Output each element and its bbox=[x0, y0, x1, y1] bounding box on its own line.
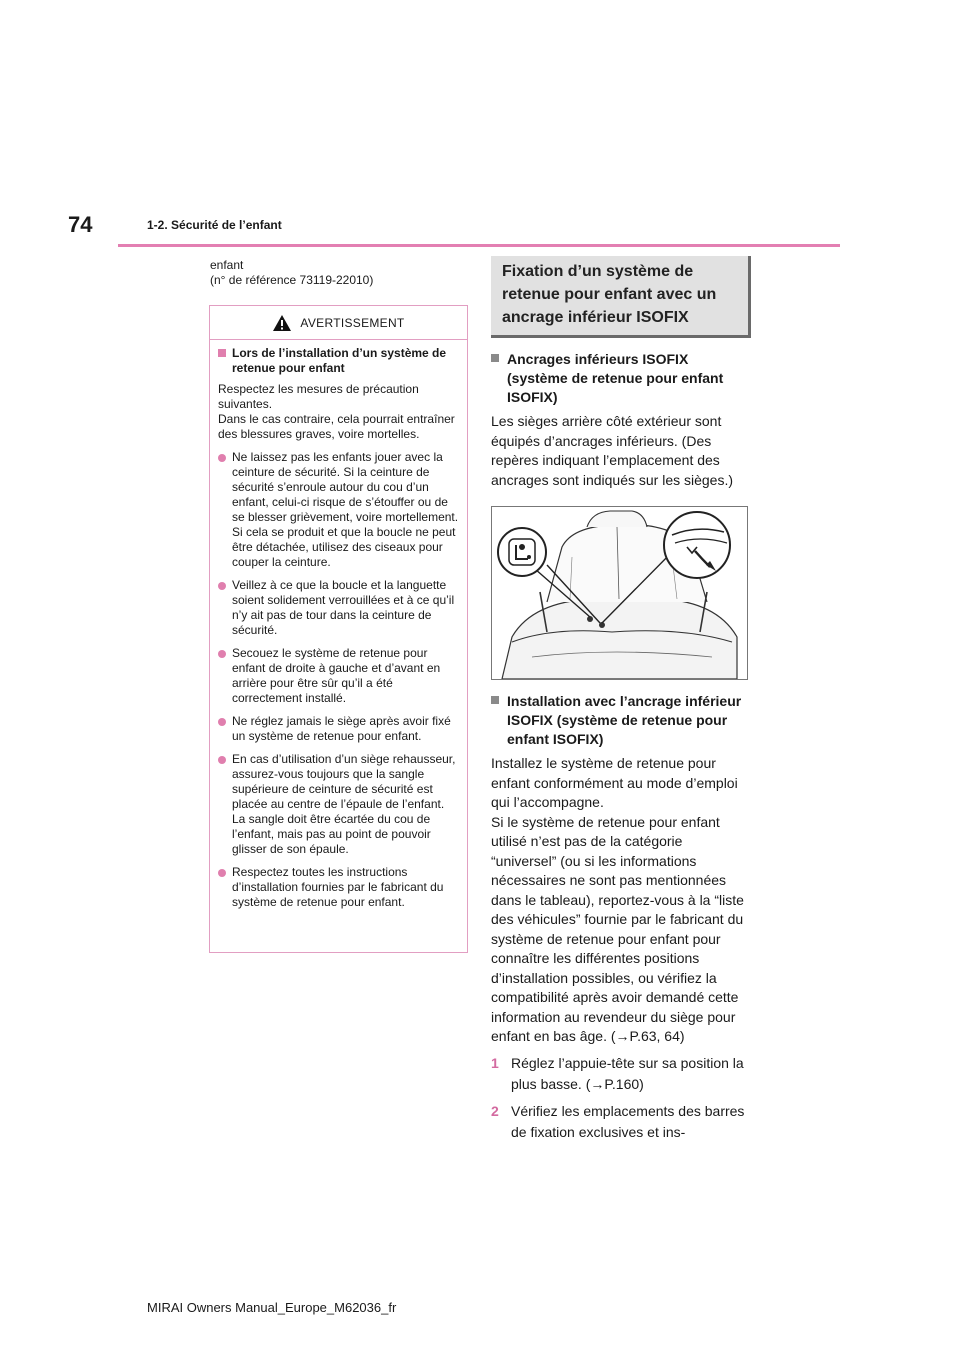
warning-body bbox=[210, 340, 467, 910]
sub-heading-text: Installation avec l’ancrage inférieur ISOFIX (système de retenue pour enfant ISOFIX) bbox=[507, 693, 742, 747]
step-item bbox=[491, 1053, 751, 1095]
section-title: 1-2. Sécurité de l’enfant bbox=[147, 218, 282, 232]
warning-bullet bbox=[218, 646, 459, 706]
intro-text bbox=[210, 258, 465, 288]
rear-seat-illustration bbox=[492, 507, 747, 679]
intro-line: enfant bbox=[210, 258, 244, 272]
step-text: Réglez l’appuie-tête sur sa position la plus basse. (→P.160) bbox=[511, 1054, 744, 1092]
bullet-text: Ne laissez pas les enfants jouer avec la ceinture de sécurité. Si la ceinture de sécurité s’enroule autour du cou d’un enfant, celui-ci risque de s’étouffer ou de se blesser grièvement, voire mortellement. Si cela se produit et que la boucle ne peut être détachée, utilisez des ciseaux pour couper la ceinture. bbox=[232, 450, 459, 569]
step-number: 1 bbox=[491, 1054, 499, 1071]
bullet-text: Respectez toutes les instructions d’installation fournies par le fabricant du système de retenue pour enfant. bbox=[232, 865, 444, 909]
warning-bullet bbox=[218, 752, 459, 857]
step-number: 2 bbox=[491, 1102, 499, 1119]
square-bullet-icon bbox=[491, 354, 499, 362]
warning-label: AVERTISSEMENT bbox=[300, 315, 405, 330]
square-bullet-icon bbox=[218, 349, 226, 357]
bullet-dot-icon bbox=[218, 454, 226, 462]
step-text: Vérifiez les emplacements des barres de fixation exclusives et ins- bbox=[511, 1102, 745, 1140]
isofix-section-heading: Fixation d’un système de retenue pour enfant avec un ancrage inférieur ISOFIX bbox=[491, 256, 751, 338]
warning-intro: Respectez les mesures de précaution suivantes. bbox=[218, 382, 419, 411]
installation-text-2: Si le système de retenue pour enfant utilisé n’est pas de la catégorie “universel” (ou si les informations nécessaires ne sont pas mentionnées dans le tableau), reportez-vous à la “liste des véhicules” fournie par le fabricant du système de retenue pour enfant pour connaître les différentes positions d’installation possibles, ou vérifiez la compatibilité après avoir demandé cette information au revendeur du siège pour enfant en bas âge. (→P.63, 64) bbox=[491, 813, 744, 1044]
anchors-description: Les sièges arrière côté extérieur sont équipés d’ancrages inférieurs. (Des repères indiquant l’emplacement des ancrages sont indiqués sur les sièges.) bbox=[491, 413, 734, 488]
bullet-dot-icon bbox=[218, 718, 226, 726]
bullet-text: En cas d’utilisation d’un siège rehausseur, assurez-vous toujours que la sangle supérieure de ceinture de sécurité est placée au centre de l’épaule de l’enfant. La sangle doit être écartée du cou de l’enfant, mais pas au point de pouvoir glisser de son épaule. bbox=[232, 752, 456, 856]
sub-heading-anchors bbox=[491, 350, 751, 407]
bullet-dot-icon bbox=[218, 582, 226, 590]
footer-text: MIRAI Owners Manual_Europe_M62036_fr bbox=[147, 1300, 397, 1315]
page-number: 74 bbox=[68, 212, 93, 237]
intro-line: (n° de référence 73119-22010) bbox=[210, 273, 374, 287]
bullet-text: Veillez à ce que la boucle et la languette soient solidement verrouillées et à ce qu’il n’y ait pas de tour dans la ceinture de sécurité. bbox=[232, 578, 455, 637]
installation-text-1: Installez le système de retenue pour enfant conformément au mode d’emploi qui l’accompagne. bbox=[491, 755, 738, 810]
warning-title bbox=[218, 346, 459, 376]
warning-bullet bbox=[218, 578, 459, 638]
warning-bullet bbox=[218, 714, 459, 744]
header-rule bbox=[118, 244, 840, 247]
warning-bullet bbox=[218, 865, 459, 910]
bullet-dot-icon bbox=[218, 869, 226, 877]
bullet-dot-icon bbox=[218, 650, 226, 658]
warning-consequence: Dans le cas contraire, cela pourrait entraîner des blessures graves, voire mortelles. bbox=[218, 412, 455, 441]
right-column bbox=[491, 256, 751, 1143]
bullet-dot-icon bbox=[218, 756, 226, 764]
step-item bbox=[491, 1101, 751, 1143]
bullet-text: Secouez le système de retenue pour enfant de droite à gauche et d’avant en arrière pour être sûr qu’il a été correctement installé. bbox=[232, 646, 441, 705]
warning-triangle-icon bbox=[272, 314, 292, 332]
warning-bullet bbox=[218, 450, 459, 570]
bullet-text: Ne réglez jamais le siège après avoir fixé un système de retenue pour enfant. bbox=[232, 714, 451, 743]
sub-heading-text: Ancrages inférieurs ISOFIX (système de retenue pour enfant ISOFIX) bbox=[507, 351, 724, 405]
warning-box bbox=[209, 305, 468, 953]
warning-header bbox=[210, 306, 467, 340]
warning-title-text: Lors de l’installation d’un système de retenue pour enfant bbox=[232, 346, 447, 375]
seat-anchor-illustration bbox=[491, 506, 748, 680]
sub-heading-installation bbox=[491, 692, 751, 749]
square-bullet-icon bbox=[491, 696, 499, 704]
